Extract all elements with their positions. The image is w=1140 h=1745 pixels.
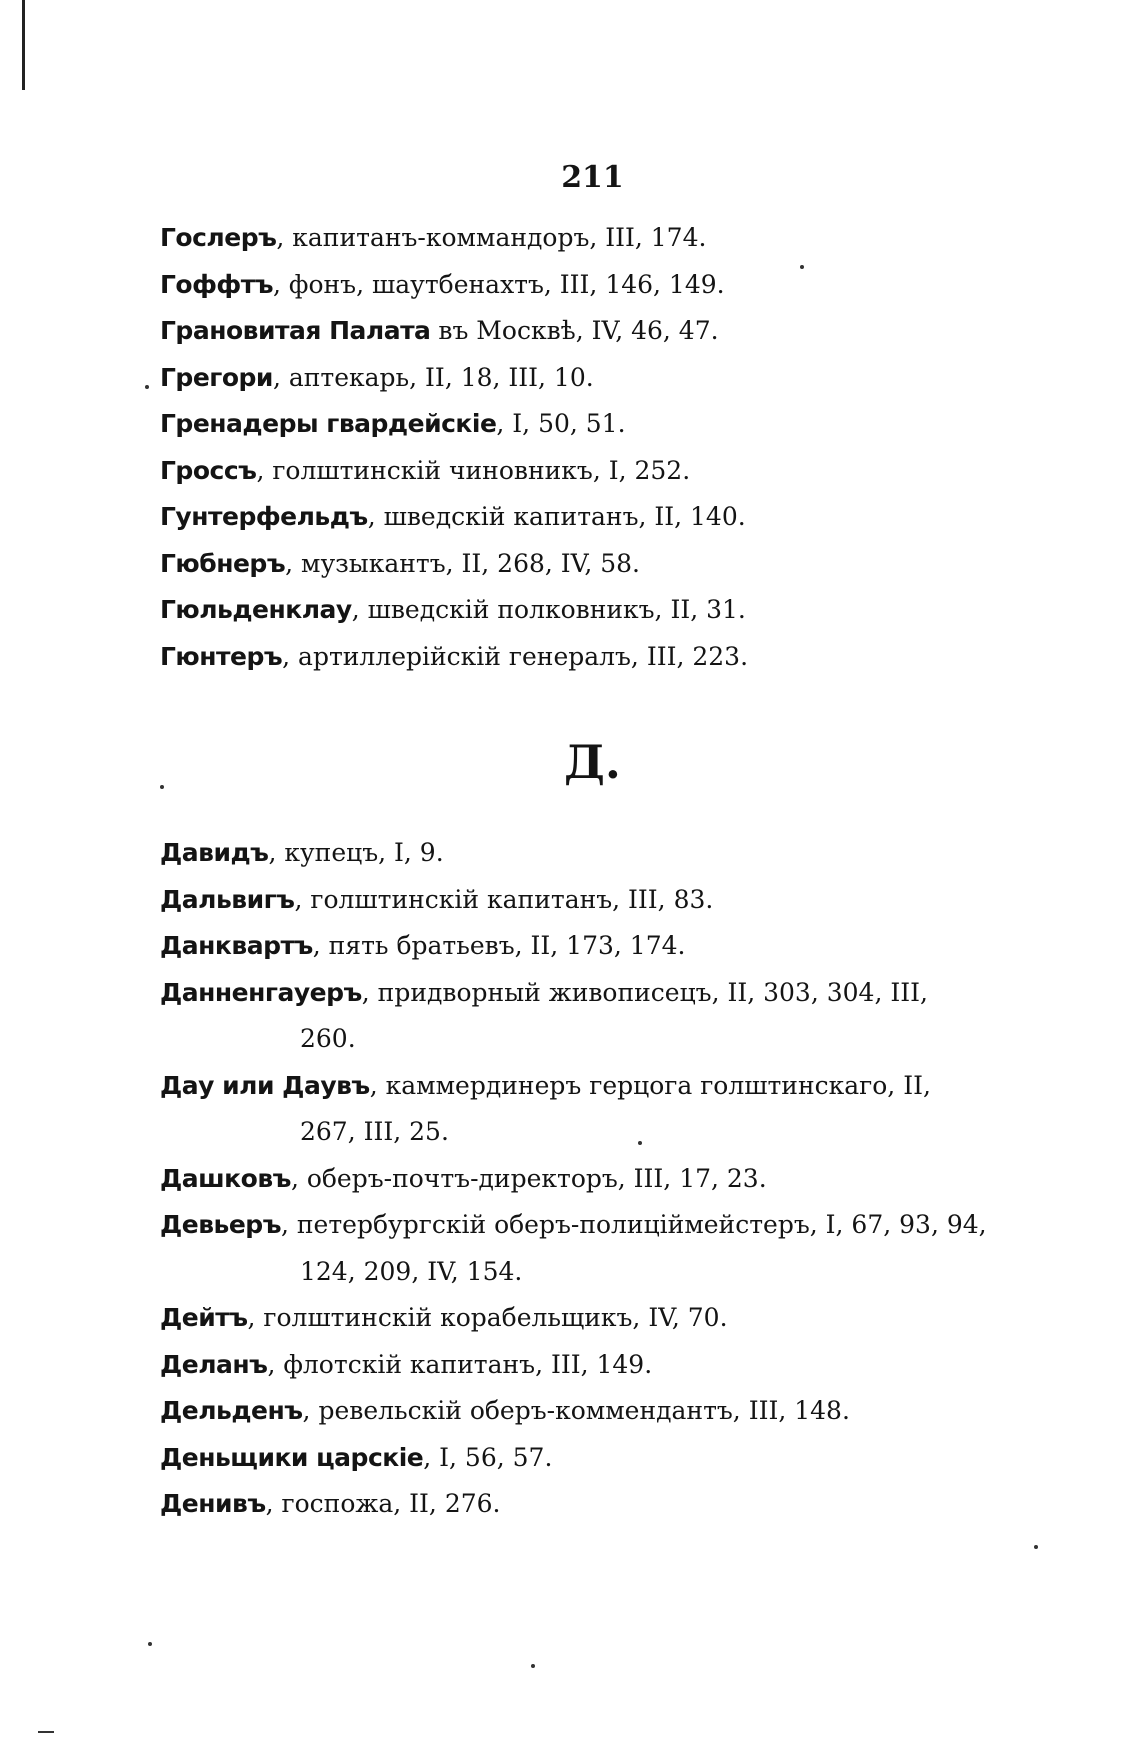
entry-headword: Гроссъ (160, 455, 257, 485)
entry-headword: Деланъ (160, 1349, 268, 1379)
entry-references: , голштинскій капитанъ, III, 83. (294, 884, 714, 914)
print-speck (800, 265, 804, 269)
index-entry (160, 215, 990, 262)
index-entry (160, 448, 990, 495)
entry-references: , I, 56, 57. (423, 1442, 553, 1472)
page-number: 211 (561, 160, 624, 195)
index-entry (160, 970, 990, 1063)
index-entry (160, 1481, 990, 1528)
entry-references: , госпожа, II, 276. (265, 1489, 501, 1518)
entry-headword: Гюльденклау (160, 595, 352, 624)
entry-headword: Давидъ (160, 838, 269, 867)
entry-headword: Гоффтъ (160, 269, 273, 299)
entry-headword: Деньщики царскіе (160, 1442, 424, 1472)
entry-references: , аптекарь, II, 18, III, 10. (272, 362, 594, 392)
entry-headword: Гюбнеръ (160, 548, 286, 578)
print-speck (145, 385, 149, 389)
entry-headword: Дашковъ (160, 1163, 291, 1193)
index-entry (160, 541, 990, 588)
index-entry (160, 1063, 990, 1156)
index-entry (160, 401, 990, 448)
entry-references: , артиллерійскій генералъ, III, 223. (282, 641, 749, 671)
print-speck (148, 1642, 152, 1646)
entry-references: , петербургскій оберъ-полицiймейстеръ, I, 67, 93, 94, 124, 209, IV, 154. (281, 1210, 987, 1286)
index-section-g (160, 215, 990, 680)
entry-headword: Девьеръ (160, 1210, 281, 1239)
entry-references: , придворный живописецъ, II, 303, 304, III, 260. (300, 977, 928, 1053)
scan-edge-mark (38, 1731, 54, 1733)
entry-references: , голштинскій корабельщикъ, IV, 70. (247, 1303, 728, 1332)
entry-headword: Грановитая Палата (160, 316, 431, 345)
entry-references: , оберъ-почтъ-директоръ, III, 17, 23. (290, 1163, 767, 1193)
scan-edge-line (22, 0, 25, 90)
entry-headword: Гослеръ (160, 223, 277, 252)
entry-references: , I, 50, 51. (496, 409, 626, 438)
index-entry (160, 262, 990, 309)
print-speck (531, 1664, 535, 1668)
section-letter-heading: Д. (564, 735, 621, 789)
index-entry (160, 1435, 990, 1482)
index-entry (160, 1342, 990, 1389)
entry-references: , пять братьевъ, II, 173, 174. (312, 931, 686, 960)
index-entry (160, 1388, 990, 1435)
index-entry (160, 494, 990, 541)
entry-references: , голштинскій чиновникъ, I, 252. (256, 455, 691, 485)
entry-headword: Дельденъ (160, 1396, 303, 1425)
index-entry (160, 923, 990, 970)
entry-headword: Гюнтеръ (160, 641, 283, 671)
entry-headword: Дау или Даувъ (160, 1070, 370, 1100)
entry-headword: Данквартъ (160, 931, 313, 960)
entry-headword: Грегори (160, 362, 273, 392)
index-entry (160, 634, 990, 681)
index-section-d (160, 830, 990, 1528)
index-entry (160, 830, 990, 877)
index-entry (160, 877, 990, 924)
entry-references: , капитанъ-коммандоръ, III, 174. (276, 223, 707, 252)
entry-references: , фонъ, шаутбенахтъ, III, 146, 149. (273, 269, 725, 299)
entry-references: , флотскій капитанъ, III, 149. (267, 1349, 653, 1379)
entry-headword: Денивъ (160, 1489, 266, 1518)
entry-headword: Гренадеры гвардейскіе (160, 409, 497, 438)
entry-headword: Гунтерфельдъ (160, 502, 368, 531)
entry-references: въ Москвѣ, IV, 46, 47. (430, 316, 719, 345)
entry-references: , ревельскій оберъ-коммендантъ, III, 148. (302, 1396, 850, 1425)
entry-headword: Данненгауеръ (160, 977, 362, 1007)
print-speck (160, 785, 164, 789)
entry-headword: Дейтъ (160, 1303, 248, 1332)
index-entry (160, 355, 990, 402)
print-speck (638, 1141, 642, 1145)
entry-references: , шведскій капитанъ, II, 140. (367, 502, 746, 531)
entry-references: , купецъ, I, 9. (268, 838, 444, 867)
index-entry (160, 1156, 990, 1203)
entry-references: , каммердинеръ герцога голштинскаго, II, 267, III, 25. (300, 1070, 931, 1146)
index-entry (160, 308, 990, 355)
print-speck (1034, 1545, 1038, 1549)
entry-headword: Дальвигъ (160, 884, 295, 914)
index-entry (160, 1295, 990, 1342)
entry-references: , шведскій полковникъ, II, 31. (351, 595, 746, 624)
index-entry (160, 1202, 990, 1295)
entry-references: , музыкантъ, II, 268, IV, 58. (285, 548, 640, 578)
index-entry (160, 587, 990, 634)
